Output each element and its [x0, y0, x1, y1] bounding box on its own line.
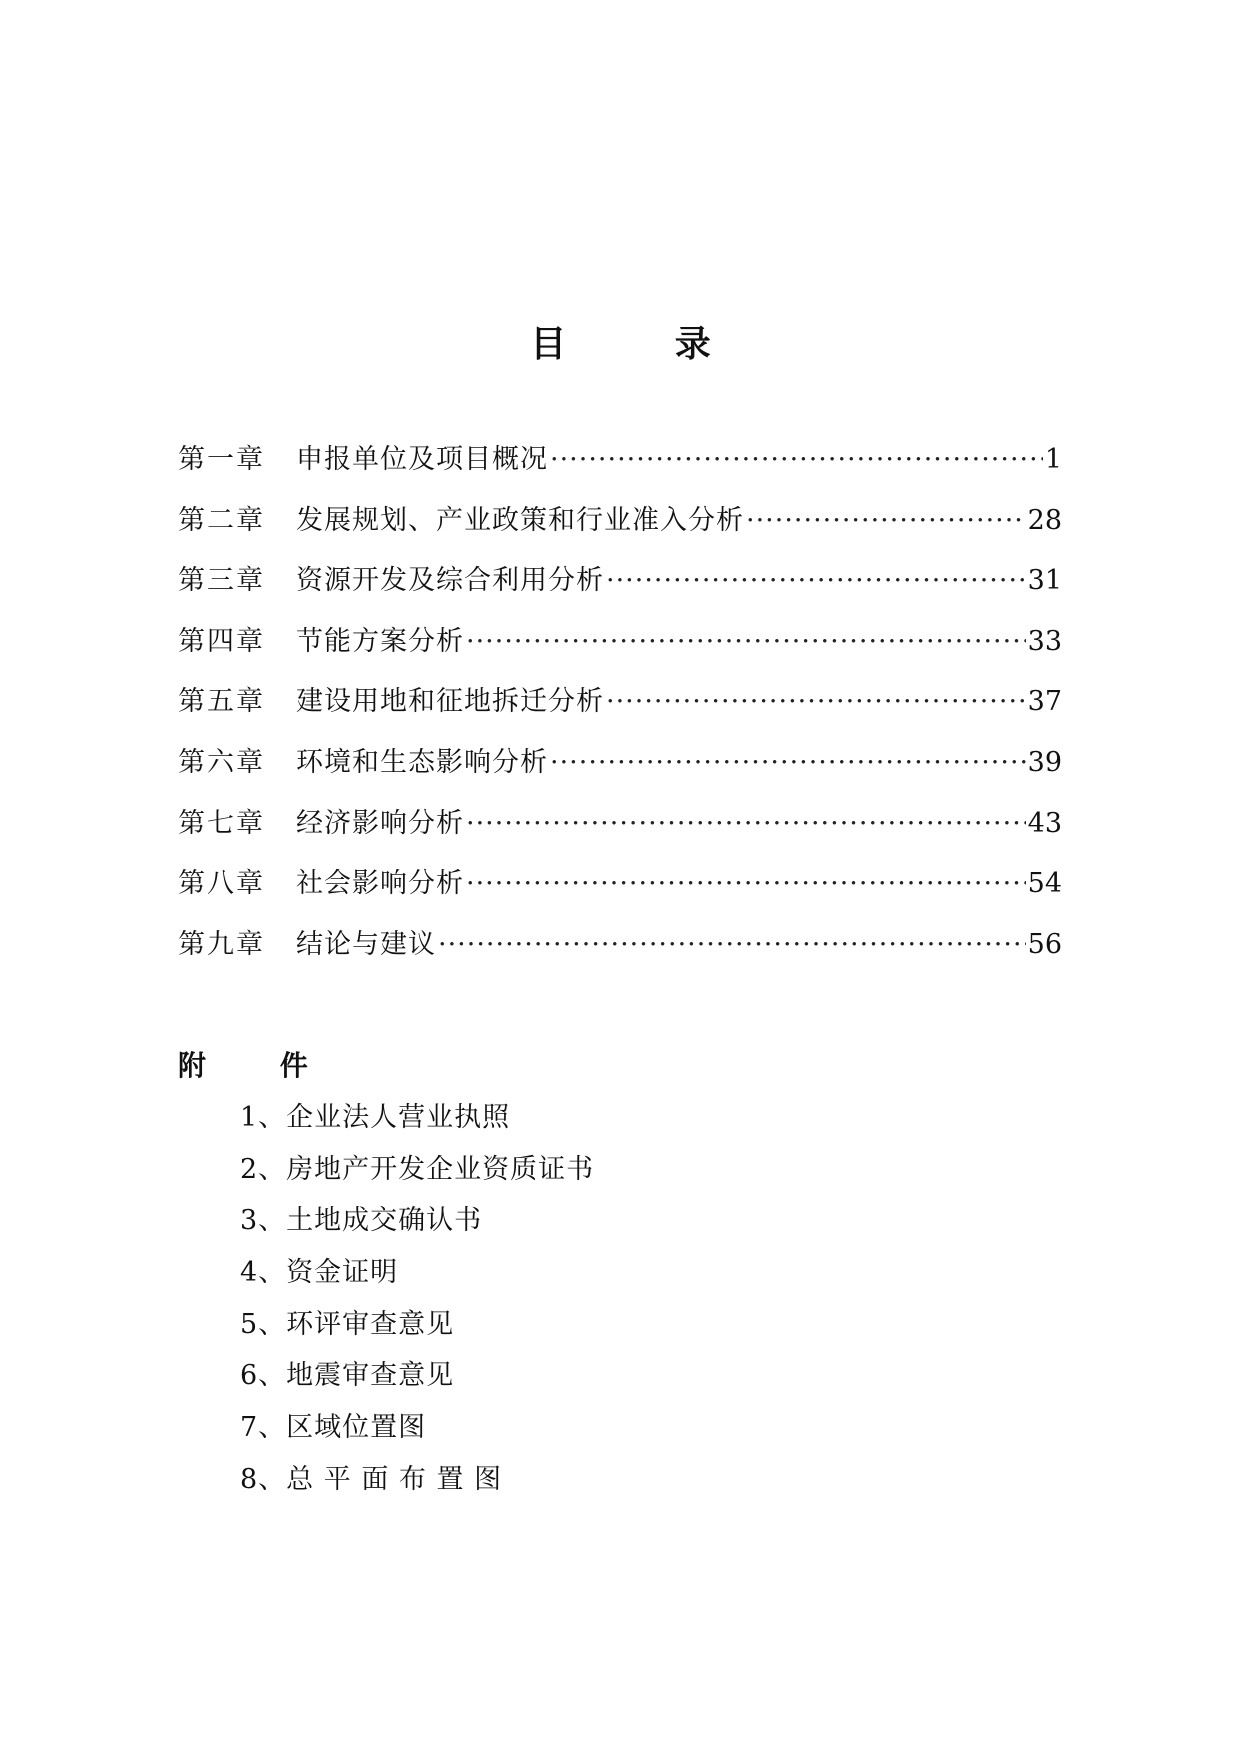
toc-dot-leader	[550, 743, 1026, 783]
toc-chapter-number: 第五章	[178, 686, 265, 718]
toc-chapter-title: 申报单位及项目概况	[296, 444, 548, 475]
toc-page-number: 43	[1027, 807, 1062, 839]
attachment-item[interactable]: 8、总 平 面 布 置 图	[240, 1463, 503, 1495]
attachments-list	[240, 1098, 594, 1512]
toc-dot-leader	[606, 682, 1026, 722]
toc-dot-leader	[466, 622, 1026, 662]
toc-row[interactable]	[178, 440, 1062, 501]
toc-row[interactable]	[178, 501, 1062, 562]
toc-row[interactable]	[178, 622, 1062, 683]
attachment-item[interactable]: 3、土地成交确认书	[240, 1205, 483, 1237]
toc-chapter-number: 第四章	[178, 625, 265, 657]
toc-chapter-title: 资源开发及综合利用分析	[296, 565, 604, 597]
toc-chapter-number: 第六章	[178, 746, 265, 778]
toc-chapter-title: 发展规划、产业政策和行业准入分析	[296, 504, 744, 536]
toc-page-number: 37	[1027, 686, 1062, 718]
toc-chapter-title: 环境和生态影响分析	[296, 746, 548, 778]
toc-chapter-title: 社会影响分析	[296, 868, 464, 900]
toc-dot-leader	[466, 864, 1026, 904]
toc-page-number: 39	[1027, 746, 1062, 778]
toc-dot-leader	[438, 925, 1026, 965]
toc-chapter-title: 建设用地和征地拆迁分析	[296, 686, 604, 718]
toc-page-number: 31	[1027, 565, 1062, 597]
toc-chapter-number: 第二章	[178, 504, 265, 536]
page-title: 目 录	[530, 323, 759, 365]
toc-chapter-number: 第三章	[178, 565, 265, 597]
toc-page-number: 28	[1027, 504, 1062, 536]
toc-row[interactable]	[178, 743, 1062, 804]
attachment-item[interactable]: 4、资金证明	[240, 1257, 399, 1289]
attachment-item[interactable]: 2、房地产开发企业资质证书	[240, 1153, 595, 1185]
toc-page-number: 1	[1044, 444, 1062, 475]
attachment-item[interactable]: 5、环评审查意见	[240, 1308, 455, 1340]
toc-dot-leader	[466, 804, 1026, 844]
toc-dot-leader	[746, 501, 1026, 541]
toc-row[interactable]	[178, 804, 1062, 865]
toc-row[interactable]	[178, 864, 1062, 925]
attachment-item[interactable]: 7、区域位置图	[240, 1412, 427, 1444]
toc-row[interactable]	[178, 682, 1062, 743]
toc-chapter-number: 第八章	[178, 868, 265, 900]
attachment-item[interactable]: 1、企业法人营业执照	[240, 1102, 511, 1133]
toc-row[interactable]	[178, 925, 1062, 986]
toc-chapter-number: 第一章	[178, 444, 265, 475]
toc-dot-leader	[606, 561, 1026, 601]
toc-dot-leader	[550, 440, 1043, 480]
toc-page-number: 56	[1027, 928, 1062, 960]
toc-chapter-title: 经济影响分析	[296, 807, 464, 839]
attachment-item[interactable]: 6、地震审查意见	[240, 1360, 455, 1392]
toc-page-number: 54	[1027, 868, 1062, 900]
toc-chapter-title: 结论与建议	[296, 928, 436, 960]
table-of-contents	[178, 440, 1062, 985]
toc-chapter-title: 节能方案分析	[296, 625, 464, 657]
attachments-heading: 附 件	[178, 1049, 340, 1082]
toc-chapter-number: 第九章	[178, 928, 265, 960]
toc-page-number: 33	[1027, 625, 1062, 657]
toc-row[interactable]	[178, 561, 1062, 622]
toc-chapter-number: 第七章	[178, 807, 265, 839]
